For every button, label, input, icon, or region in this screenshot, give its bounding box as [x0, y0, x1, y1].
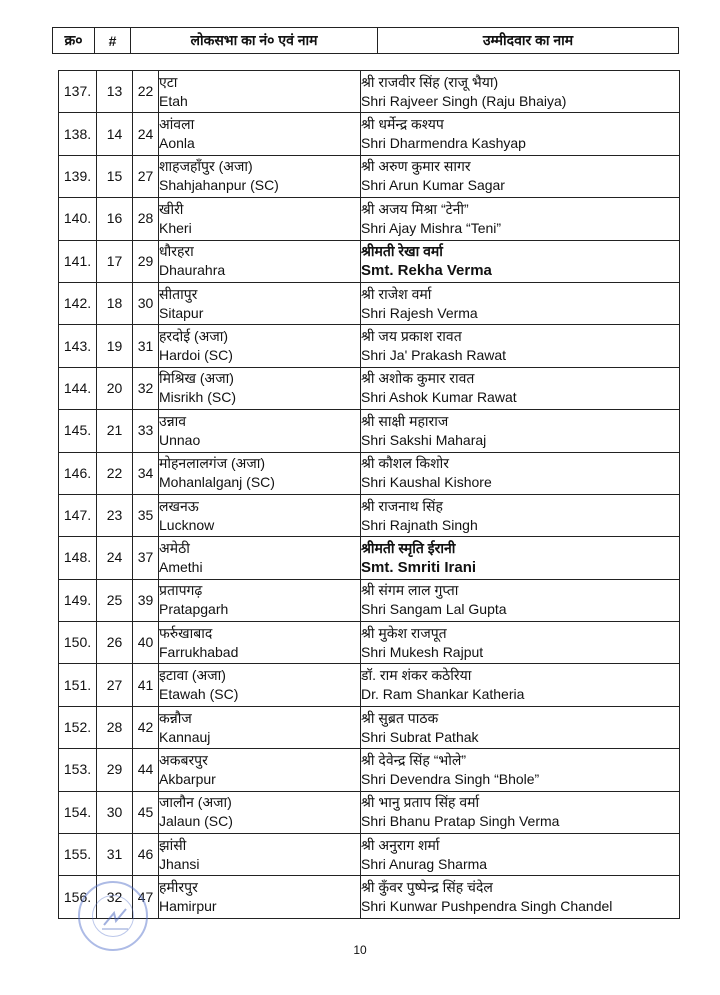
serial-number: 138.: [59, 113, 97, 155]
constituency-number: 29: [133, 240, 159, 282]
table-row: [59, 494, 680, 536]
serial-number: 140.: [59, 198, 97, 240]
table-row: [59, 71, 680, 113]
candidate-name-cell: [361, 579, 680, 621]
candidate-name-hindi: श्री साक्षी महाराज: [361, 412, 449, 429]
candidate-name-english: Shri Rajveer Singh (Raju Bhaiya): [361, 92, 567, 109]
list-index: 22: [97, 452, 133, 494]
constituency-name-cell: [159, 706, 361, 748]
candidate-name-cell: [361, 791, 680, 833]
constituency-name-english: Hardoi (SC): [159, 347, 233, 364]
candidate-name-english: Shri Ajay Mishra “Teni”: [361, 219, 502, 236]
constituency-name-cell: [159, 664, 361, 706]
candidate-name-english: Shri Anurag Sharma: [361, 855, 488, 872]
constituency-name-hindi: कन्नौज: [159, 709, 192, 726]
candidate-name-english: Shri Kunwar Pushpendra Singh Chandel: [361, 898, 613, 915]
table-row: [59, 155, 680, 197]
serial-number: 149.: [59, 579, 97, 621]
list-index: 17: [97, 240, 133, 282]
constituency-name-hindi: जालौन (अजा): [159, 794, 232, 811]
header-candidate: उम्मीदवार का नाम: [482, 32, 574, 48]
candidate-name-hindi: श्री देवेन्द्र सिंह “भोले”: [361, 751, 466, 768]
constituency-name-hindi: एटा: [159, 73, 178, 90]
constituency-name-hindi: प्रतापगढ़: [159, 582, 203, 599]
constituency-name-english: Unnao: [159, 431, 201, 448]
constituency-name-cell: [159, 113, 361, 155]
table-row: [59, 749, 680, 791]
constituency-name-hindi: लखनऊ: [159, 497, 199, 514]
candidate-name-english: Shri Devendra Singh “Bhole”: [361, 770, 540, 787]
candidate-name-hindi: श्री मुकेश राजपूत: [361, 624, 447, 641]
candidate-name-english: Dr. Ram Shankar Katheria: [361, 686, 525, 703]
constituency-number: 33: [133, 410, 159, 452]
constituency-name-cell: [159, 834, 361, 876]
list-index: 16: [97, 198, 133, 240]
candidate-name-cell: [361, 367, 680, 409]
candidate-name-english: Shri Sakshi Maharaj: [361, 431, 487, 448]
constituency-name-english: Etah: [159, 92, 188, 109]
constituency-name-english: Misrikh (SC): [159, 389, 236, 406]
list-index: 25: [97, 579, 133, 621]
constituency-name-cell: [159, 537, 361, 579]
constituency-name-cell: [159, 325, 361, 367]
candidate-name-hindi: श्री अशोक कुमार रावत: [361, 370, 475, 387]
candidate-name-cell: [361, 198, 680, 240]
list-index: 26: [97, 622, 133, 664]
serial-number: 151.: [59, 664, 97, 706]
constituency-name-cell: [159, 791, 361, 833]
candidate-name-hindi: श्री कुँवर पुष्पेन्द्र सिंह चंदेल: [361, 879, 493, 896]
constituency-name-cell: [159, 155, 361, 197]
candidate-table: [58, 70, 680, 919]
table-row: [59, 452, 680, 494]
list-index: 31: [97, 834, 133, 876]
constituency-number: 22: [133, 71, 159, 113]
candidate-name-cell: [361, 706, 680, 748]
candidate-name-hindi: श्री अजय मिश्रा “टेनी”: [361, 200, 469, 217]
table-row: [59, 240, 680, 282]
candidate-name-cell: [361, 537, 680, 579]
constituency-name-english: Mohanlalganj (SC): [159, 474, 275, 491]
candidate-name-hindi: श्रीमती स्मृति ईरानी: [361, 539, 456, 556]
candidate-name-hindi: श्री अरुण कुमार सागर: [361, 158, 471, 175]
constituency-number: 24: [133, 113, 159, 155]
table-row: [59, 410, 680, 452]
list-index: 18: [97, 282, 133, 324]
list-index: 30: [97, 791, 133, 833]
candidate-name-cell: [361, 240, 680, 282]
table-row: [59, 622, 680, 664]
list-index: 27: [97, 664, 133, 706]
candidate-name-hindi: श्री भानु प्रताप सिंह वर्मा: [361, 794, 480, 811]
table-row: [59, 579, 680, 621]
serial-number: 147.: [59, 494, 97, 536]
constituency-name-english: Amethi: [159, 558, 203, 575]
candidate-name-cell: [361, 664, 680, 706]
candidate-name-english: Shri Rajesh Verma: [361, 304, 478, 321]
candidate-name-hindi: श्री राजनाथ सिंह: [361, 497, 443, 514]
serial-number: 137.: [59, 71, 97, 113]
constituency-number: 42: [133, 706, 159, 748]
candidate-name-hindi: श्रीमती रेखा वर्मा: [361, 243, 443, 260]
constituency-number: 41: [133, 664, 159, 706]
constituency-number: 47: [133, 876, 159, 918]
candidate-name-english: Shri Arun Kumar Sagar: [361, 177, 505, 194]
candidate-name-cell: [361, 834, 680, 876]
constituency-name-cell: [159, 240, 361, 282]
constituency-name-hindi: फर्रुखाबाद: [159, 624, 213, 641]
constituency-number: 34: [133, 452, 159, 494]
constituency-name-english: Akbarpur: [159, 770, 216, 787]
constituency-name-cell: [159, 282, 361, 324]
constituency-name-english: Jhansi: [159, 855, 200, 872]
candidate-name-english: Smt. Rekha Verma: [361, 262, 492, 280]
candidate-name-cell: [361, 494, 680, 536]
constituency-number: 37: [133, 537, 159, 579]
list-index: 20: [97, 367, 133, 409]
constituency-number: 31: [133, 325, 159, 367]
candidate-name-hindi: श्री सुब्रत पाठक: [361, 709, 439, 726]
serial-number: 152.: [59, 706, 97, 748]
constituency-name-cell: [159, 494, 361, 536]
serial-number: 141.: [59, 240, 97, 282]
constituency-name-hindi: शाहजहाँपुर (अजा): [159, 158, 253, 175]
serial-number: 156.: [59, 876, 97, 918]
candidate-name-hindi: श्री राजवीर सिंह (राजू भैया): [361, 73, 499, 90]
candidate-name-hindi: श्री जय प्रकाश रावत: [361, 328, 462, 345]
constituency-name-cell: [159, 622, 361, 664]
candidate-name-english: Shri Kaushal Kishore: [361, 474, 492, 491]
list-index: 15: [97, 155, 133, 197]
constituency-name-hindi: सीतापुर: [159, 285, 198, 302]
constituency-name-hindi: अमेठी: [159, 539, 190, 556]
table-row: [59, 198, 680, 240]
candidate-name-cell: [361, 452, 680, 494]
candidate-name-cell: [361, 155, 680, 197]
constituency-name-hindi: इटावा (अजा): [159, 667, 226, 684]
candidate-name-english: Smt. Smriti Irani: [361, 558, 477, 576]
candidate-name-english: Shri Subrat Pathak: [361, 728, 479, 745]
constituency-name-english: Kheri: [159, 219, 192, 236]
candidate-name-english: Shri Mukesh Rajput: [361, 643, 484, 660]
constituency-name-hindi: धौरहरा: [159, 243, 194, 260]
list-index: 19: [97, 325, 133, 367]
constituency-name-english: Sitapur: [159, 304, 204, 321]
constituency-name-english: Farrukhabad: [159, 643, 239, 660]
constituency-name-cell: [159, 71, 361, 113]
candidate-name-cell: [361, 325, 680, 367]
constituency-name-hindi: अकबरपुर: [159, 751, 208, 768]
candidate-name-cell: [361, 622, 680, 664]
constituency-name-cell: [159, 749, 361, 791]
serial-number: 150.: [59, 622, 97, 664]
candidate-name-hindi: श्री राजेश वर्मा: [361, 285, 432, 302]
table-row: [59, 282, 680, 324]
list-index: 29: [97, 749, 133, 791]
candidate-name-english: Shri Ashok Kumar Rawat: [361, 389, 517, 406]
constituency-name-cell: [159, 198, 361, 240]
candidate-name-english: Shri Ja' Prakash Rawat: [361, 347, 507, 364]
candidate-name-hindi: श्री धर्मेन्द्र कश्यप: [361, 116, 444, 133]
constituency-name-english: Hamirpur: [159, 898, 217, 915]
list-index: 21: [97, 410, 133, 452]
constituency-name-english: Dhaurahra: [159, 262, 226, 279]
constituency-name-hindi: खीरी: [159, 200, 184, 217]
list-index: 23: [97, 494, 133, 536]
constituency-name-hindi: मिश्रिख (अजा): [159, 370, 234, 387]
header-hash: #: [95, 28, 131, 53]
list-index: 24: [97, 537, 133, 579]
constituency-name-hindi: आंवला: [159, 116, 195, 133]
table-row: [59, 325, 680, 367]
constituency-number: 35: [133, 494, 159, 536]
candidate-name-cell: [361, 71, 680, 113]
constituency-name-hindi: मोहनलालगंज (अजा): [159, 455, 266, 472]
header-constituency: लोकसभा का नं० एवं नाम: [131, 28, 378, 53]
candidate-name-cell: [361, 410, 680, 452]
table-row: [59, 367, 680, 409]
constituency-number: 27: [133, 155, 159, 197]
serial-number: 154.: [59, 791, 97, 833]
candidate-name-english: Shri Rajnath Singh: [361, 516, 478, 533]
table-row: [59, 834, 680, 876]
candidate-name-hindi: श्री अनुराग शर्मा: [361, 836, 440, 853]
constituency-number: 45: [133, 791, 159, 833]
serial-number: 145.: [59, 410, 97, 452]
serial-number: 155.: [59, 834, 97, 876]
serial-number: 153.: [59, 749, 97, 791]
header-serial: क्र०: [53, 28, 95, 53]
candidate-name-english: Shri Dharmendra Kashyap: [361, 135, 526, 152]
list-index: 14: [97, 113, 133, 155]
table-header: [52, 27, 679, 54]
list-index: 28: [97, 706, 133, 748]
table-row: [59, 706, 680, 748]
constituency-name-english: Kannauj: [159, 728, 211, 745]
table-row: [59, 664, 680, 706]
candidate-name-cell: [361, 282, 680, 324]
candidate-name-hindi: श्री कौशल किशोर: [361, 455, 449, 472]
candidate-name-cell: [361, 749, 680, 791]
candidate-name-cell: [361, 113, 680, 155]
table-row: [59, 113, 680, 155]
constituency-number: 30: [133, 282, 159, 324]
constituency-name-english: Pratapgarh: [159, 601, 229, 618]
constituency-name-hindi: हमीरपुर: [159, 879, 198, 896]
table-row: [59, 537, 680, 579]
page-number: 10: [353, 943, 367, 957]
serial-number: 142.: [59, 282, 97, 324]
candidate-name-hindi: श्री संगम लाल गुप्ता: [361, 582, 459, 599]
candidate-name-hindi: डॉ. राम शंकर कठेरिया: [361, 667, 472, 684]
constituency-name-english: Shahjahanpur (SC): [159, 177, 279, 194]
constituency-name-cell: [159, 876, 361, 918]
constituency-name-hindi: हरदोई (अजा): [159, 328, 229, 345]
constituency-name-cell: [159, 452, 361, 494]
party-seal-stamp: [78, 881, 148, 951]
constituency-number: 32: [133, 367, 159, 409]
constituency-number: 40: [133, 622, 159, 664]
constituency-name-english: Aonla: [159, 135, 195, 152]
list-index: 32: [97, 876, 133, 918]
serial-number: 146.: [59, 452, 97, 494]
constituency-number: 46: [133, 834, 159, 876]
serial-number: 139.: [59, 155, 97, 197]
list-index: 13: [97, 71, 133, 113]
table-row: [59, 791, 680, 833]
serial-number: 148.: [59, 537, 97, 579]
constituency-name-cell: [159, 367, 361, 409]
candidate-name-english: Shri Bhanu Pratap Singh Verma: [361, 813, 560, 830]
serial-number: 143.: [59, 325, 97, 367]
constituency-name-english: Etawah (SC): [159, 686, 239, 703]
constituency-name-cell: [159, 579, 361, 621]
constituency-name-hindi: उन्नाव: [159, 412, 187, 429]
constituency-name-hindi: झांसी: [159, 836, 187, 853]
candidate-name-cell: [361, 876, 680, 918]
constituency-name-cell: [159, 410, 361, 452]
table-row: [59, 876, 680, 918]
constituency-number: 39: [133, 579, 159, 621]
candidate-name-english: Shri Sangam Lal Gupta: [361, 601, 507, 618]
serial-number: 144.: [59, 367, 97, 409]
constituency-number: 44: [133, 749, 159, 791]
constituency-name-english: Jalaun (SC): [159, 813, 233, 830]
constituency-number: 28: [133, 198, 159, 240]
constituency-name-english: Lucknow: [159, 516, 215, 533]
